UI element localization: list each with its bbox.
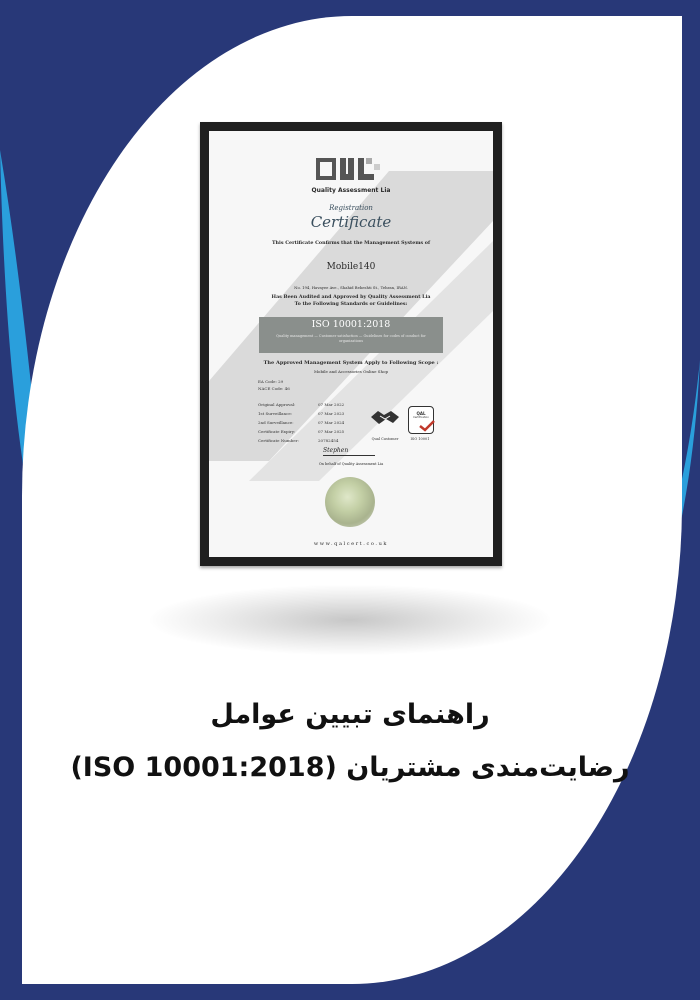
handshake-icon (369, 407, 401, 429)
date-value: 07 Mar 2022 (318, 402, 345, 407)
heading-certificate: Certificate (310, 213, 392, 231)
date-label: 1st Surveillance: (258, 411, 293, 416)
confirm-line: This Certificate Confirms that the Management Systems of (271, 240, 431, 246)
date-label: Certificate Expiry: (258, 429, 296, 434)
title-line-2: رضایت‌مندی مشتریان (ISO 10001:2018) (70, 752, 630, 783)
date-row-expiry (258, 429, 378, 434)
scope-text: Mobile and Accessories Online Shop (313, 369, 389, 374)
badge-cert-bottom: ISO 10001 (410, 437, 430, 441)
certificate-paper (209, 131, 493, 557)
qal-logo (314, 156, 384, 184)
date-value: 07 Mar 2025 (318, 429, 345, 434)
behalf-text: On behalf of Quality Assessment Lia (318, 462, 384, 466)
standard-title: ISO 10001:2018 (311, 319, 391, 330)
title-line-1: راهنمای تبیین عوامل (210, 699, 490, 730)
checkmark-icon (419, 420, 435, 432)
nace-code: NACE Code: 46 (258, 386, 290, 391)
company-name: Mobile140 (326, 262, 376, 272)
signature-line (323, 455, 375, 456)
ea-code: EA Code: 29 (258, 379, 284, 384)
scope-line: The Approved Management System Apply to Following Scope : (263, 360, 439, 366)
standard-description: Quality management — Customer satisfaction — Guidelines for codes of conduct for organizations (276, 334, 426, 343)
heading-registration: Registration (329, 204, 373, 212)
date-row-number (258, 438, 378, 443)
date-value: 20782454 (318, 438, 339, 443)
company-address: No. 194, Havayee Ave., Shahid Beheshti St., Tehran, IRAN. (294, 285, 408, 290)
date-row-original (258, 402, 378, 407)
logo-caption: Quality Assessment Lia (311, 187, 391, 194)
date-value: 07 Mar 2023 (318, 411, 345, 416)
certificate-frame (200, 122, 502, 566)
date-row-surveillance-1 (258, 411, 378, 416)
date-label: 2nd Surveillance: (258, 420, 294, 425)
hologram-seal (325, 477, 375, 527)
date-row-surveillance-2 (258, 420, 378, 425)
signature: Stephen (323, 447, 349, 454)
website-link[interactable]: www.qalcert.co.uk (313, 541, 389, 547)
date-label: Original Approval: (258, 402, 296, 407)
date-label: Certificate Number: (258, 438, 299, 443)
certificate-shadow (150, 585, 550, 655)
audit-line-1: Has Been Audited and Approved by Quality Assessment Lia (271, 294, 431, 300)
badge-cert-top: QAL (416, 411, 426, 416)
date-value: 07 Mar 2024 (318, 420, 345, 425)
audit-line-2: To the Following Standards or Guidelines: (294, 301, 408, 307)
standard-banner (259, 317, 443, 353)
badge-cert-mid: Certification (413, 416, 429, 419)
badge-customer-label: Qual Customer (371, 437, 399, 441)
qal-certification-badge (408, 406, 434, 434)
